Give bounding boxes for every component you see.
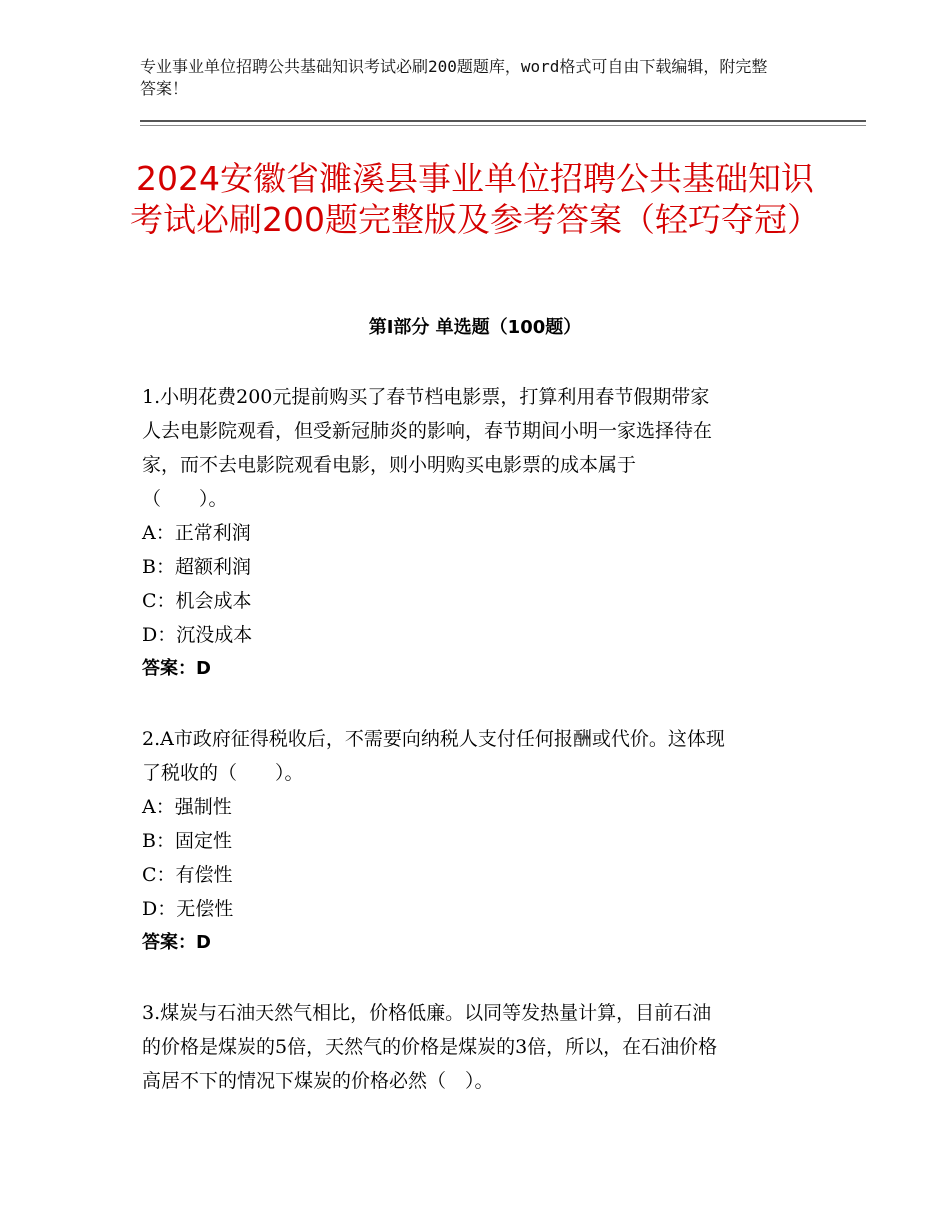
question-stem-line: 1.小明花费200元提前购买了春节档电影票，打算利用春节假期带家: [142, 386, 710, 408]
option-c: C：有偿性: [142, 864, 233, 886]
option-b: B：超额利润: [142, 556, 251, 578]
option-a: A：正常利润: [142, 522, 251, 544]
question-3: [142, 996, 822, 1098]
header-divider-thick: [140, 120, 866, 122]
header-divider-thin: [140, 125, 866, 126]
answer: 答案：D: [142, 932, 211, 953]
header-note: 专业事业单位招聘公共基础知识考试必刷200题题库，word格式可自由下载编辑，附完整答案！: [140, 57, 768, 98]
question-1: [142, 380, 822, 686]
document-title: 2024安徽省濉溪县事业单位招聘公共基础知识考试必刷200题完整版及参考答案（轻巧夺冠）: [130, 159, 820, 239]
question-stem-line: 2.A市政府征得税收后，不需要向纳税人支付任何报酬或代价。这体现: [142, 728, 725, 750]
option-a: A：强制性: [142, 796, 232, 818]
option-b: B：固定性: [142, 830, 232, 852]
question-stem-line: 了税收的（ ）。: [142, 762, 304, 784]
question-stem-line: 3.煤炭与石油天然气相比，价格低廉。以同等发热量计算，目前石油: [142, 1002, 712, 1024]
question-stem-line: 家，而不去电影院观看电影，则小明购买电影票的成本属于: [142, 454, 637, 476]
question-stem-line: 的价格是煤炭的5倍，天然气的价格是煤炭的3倍，所以，在石油价格: [142, 1036, 718, 1058]
question-stem-line: 高居不下的情况下煤炭的价格必然（ ）。: [142, 1070, 494, 1092]
option-d: D：沉没成本: [142, 624, 253, 646]
question-stem-line: （ ）。: [142, 488, 228, 510]
section-title: 第Ⅰ部分 单选题（100题）: [368, 317, 582, 338]
question-stem-line: 人去电影院观看，但受新冠肺炎的影响，春节期间小明一家选择待在: [142, 420, 713, 442]
option-d: D：无偿性: [142, 898, 234, 920]
answer: 答案：D: [142, 658, 211, 679]
question-2: [142, 722, 822, 960]
option-c: C：机会成本: [142, 590, 252, 612]
